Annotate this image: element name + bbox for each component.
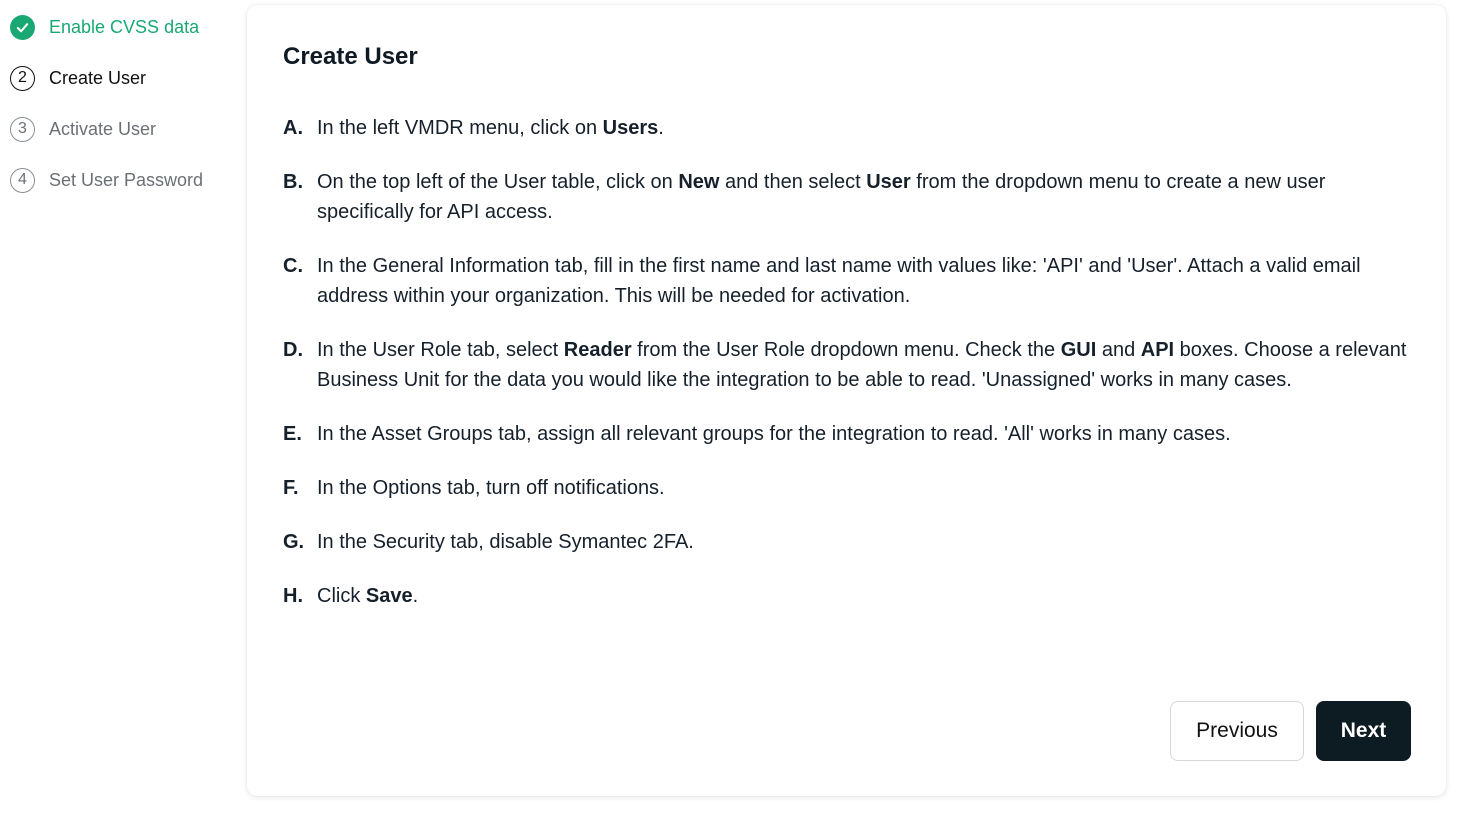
instruction-text bbox=[317, 335, 1413, 395]
instruction-emphasis: New bbox=[678, 171, 720, 193]
step-create-user[interactable] bbox=[10, 63, 235, 93]
instruction-emphasis: User bbox=[866, 171, 911, 193]
instruction-emphasis: Users bbox=[602, 117, 659, 139]
step-activate-user[interactable] bbox=[10, 114, 235, 144]
step-label: Set User Password bbox=[49, 169, 204, 190]
check-icon bbox=[10, 15, 35, 40]
instruction-segment: Click bbox=[317, 585, 366, 607]
instruction-item bbox=[283, 419, 1413, 449]
instruction-text bbox=[317, 251, 1413, 311]
instruction-segment: In the General Information tab, fill in the first name and last name with values like: 'API' and 'User'. Attach a valid email address within your organization. This will be needed for activation. bbox=[317, 255, 1361, 307]
step-set-user-password[interactable] bbox=[10, 165, 235, 195]
previous-button[interactable]: Previous bbox=[1170, 701, 1304, 761]
instruction-segment: In the Options tab, turn off notifications. bbox=[317, 477, 665, 499]
instruction-segment: from the dropdown menu to create a new user specifically for API access. bbox=[317, 171, 1326, 223]
instruction-letter: F. bbox=[283, 477, 299, 499]
next-button[interactable]: Next bbox=[1316, 701, 1411, 761]
instruction-item bbox=[283, 527, 1413, 557]
instruction-segment: In the left VMDR menu, click on bbox=[317, 117, 603, 139]
step-enable-cvss-data[interactable] bbox=[10, 12, 235, 42]
instruction-segment: On the top left of the User table, click on bbox=[317, 171, 679, 193]
instruction-emphasis: Save bbox=[365, 585, 413, 607]
instruction-segment: In the Asset Groups tab, assign all relevant groups for the integration to read. 'All' works in many cases. bbox=[317, 423, 1231, 445]
instruction-item bbox=[283, 113, 1413, 143]
instruction-letter: C. bbox=[283, 255, 303, 277]
step-number: 4 bbox=[10, 168, 35, 193]
instruction-text bbox=[317, 581, 1413, 611]
instruction-segment: In the User Role tab, select bbox=[317, 339, 564, 361]
step-label: Activate User bbox=[49, 118, 157, 139]
instruction-item bbox=[283, 473, 1413, 503]
setup-stepper bbox=[10, 12, 235, 216]
instruction-letter: A. bbox=[283, 117, 303, 139]
instruction-segment: and bbox=[1096, 339, 1141, 361]
step-number: 2 bbox=[10, 66, 35, 91]
instruction-emphasis: API bbox=[1140, 339, 1175, 361]
instruction-letter: E. bbox=[283, 423, 302, 445]
instruction-emphasis: GUI bbox=[1060, 339, 1097, 361]
instruction-text bbox=[317, 167, 1413, 227]
instruction-text bbox=[317, 113, 1413, 143]
instruction-segment: boxes. Choose a relevant Business Unit for the data you would like the integration to be able to read. 'Unassigned' works in many cases. bbox=[317, 339, 1407, 391]
step-label: Enable CVSS data bbox=[49, 16, 200, 37]
instruction-letter: H. bbox=[283, 585, 303, 607]
instruction-letter: D. bbox=[283, 339, 303, 361]
page-title: Create User bbox=[283, 43, 418, 70]
step-label: Create User bbox=[49, 67, 147, 88]
instruction-segment: from the User Role dropdown menu. Check the bbox=[631, 339, 1061, 361]
instruction-segment: . bbox=[412, 585, 419, 607]
instruction-text bbox=[317, 473, 1413, 503]
instruction-item bbox=[283, 335, 1413, 395]
instruction-list bbox=[283, 113, 1413, 635]
instructions-card bbox=[247, 5, 1446, 796]
instruction-letter: B. bbox=[283, 171, 303, 193]
instruction-text bbox=[317, 527, 1413, 557]
step-number: 3 bbox=[10, 117, 35, 142]
instruction-item bbox=[283, 581, 1413, 611]
instruction-segment: . bbox=[658, 117, 664, 139]
instruction-item bbox=[283, 251, 1413, 311]
instruction-item bbox=[283, 167, 1413, 227]
instruction-emphasis: Reader bbox=[563, 339, 632, 361]
instruction-letter: G. bbox=[283, 531, 305, 553]
instruction-segment: In the Security tab, disable Symantec 2FA. bbox=[317, 531, 694, 553]
instruction-segment: and then select bbox=[719, 171, 867, 193]
instruction-text bbox=[317, 419, 1413, 449]
